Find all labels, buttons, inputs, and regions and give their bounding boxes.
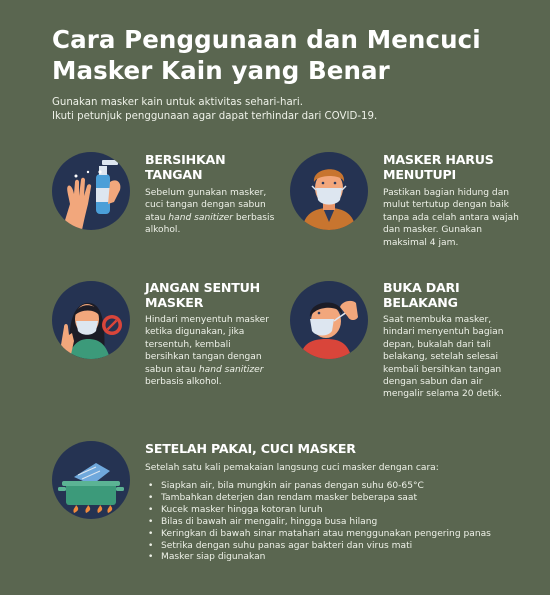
card-body-no-touch	[145, 314, 275, 388]
card-heading-remove-back: BUKA DARI BELAKANG	[383, 280, 460, 310]
page-title: Cara Penggunaan dan Mencuci Masker Kain yang Benar	[52, 25, 481, 85]
card-heading-no-touch: JANGAN SENTUH MASKER	[145, 280, 260, 310]
list-item: • Masker siap digunakan	[145, 552, 525, 564]
card-body-wash-hands	[145, 187, 275, 237]
wash-steps-list	[145, 481, 525, 564]
card-body-cover: Pastikan bagian hidung dan mulut tertutup dengan baik tanpa ada celah antara wajah dan masker. Gunakan maksimal 4 jam.	[383, 188, 519, 248]
card-heading-cover: MASKER HARUS MENUTUPI	[383, 152, 494, 182]
card-intro-wash-mask: Setelah satu kali pemakaian langsung cuci masker dengan cara:	[145, 463, 439, 473]
list-item: • Kucek masker hingga kotoran luruh	[145, 505, 525, 517]
card-heading-wash-hands: BERSIHKAN TANGAN	[145, 152, 226, 182]
list-item: • Keringkan di bawah sinar matahari atau menggunakan pengering panas	[145, 529, 525, 541]
page-subtitle	[52, 96, 522, 124]
list-item: • Bilas di bawah air mengalir, hingga busa hilang	[145, 517, 525, 529]
subtitle-line: Gunakan masker kain untuk aktivitas sehari-hari.	[52, 97, 303, 108]
hand-sanitizer-icon	[52, 152, 130, 230]
body-text: berbasis alkohol.	[145, 212, 275, 236]
woman-no-touch-icon	[52, 281, 130, 359]
body-text: Hindari menyentuh masker ketika digunakan, jika tersentuh, kembali bersihkan tangan dengan sabun atau	[145, 315, 270, 375]
body-text: Sebelum gunakan masker, cuci tangan dengan sabun atau	[145, 188, 267, 223]
subtitle-line: Ikuti petunjuk penggunaan agar dapat terhindar dari COVID-19.	[52, 111, 378, 122]
card-heading-wash-mask: SETELAH PAKAI, CUCI MASKER	[145, 441, 356, 456]
remove-mask-from-ear-icon	[290, 281, 368, 359]
list-item: • Siapkan air, bila mungkin air panas dengan suhu 60-65°C	[145, 481, 525, 493]
body-italic: hand sanitizer	[198, 364, 264, 375]
body-text: berbasis alkohol.	[145, 377, 222, 388]
man-wearing-mask-icon	[290, 152, 368, 230]
boiling-pot-mask-icon	[52, 441, 130, 519]
body-italic: hand sanitizer	[168, 212, 233, 223]
list-item: • Setrika dengan suhu panas agar bakteri dan virus mati	[145, 541, 525, 553]
list-item: • Tambahkan deterjen dan rendam masker beberapa saat	[145, 493, 525, 505]
card-body-remove-back: Saat membuka masker, hindari menyentuh bagian depan, bukalah dari tali belakang, setelah selesai kembali bersihkan tangan dengan sabun dan air mengalir selama 20 detik.	[383, 315, 504, 400]
